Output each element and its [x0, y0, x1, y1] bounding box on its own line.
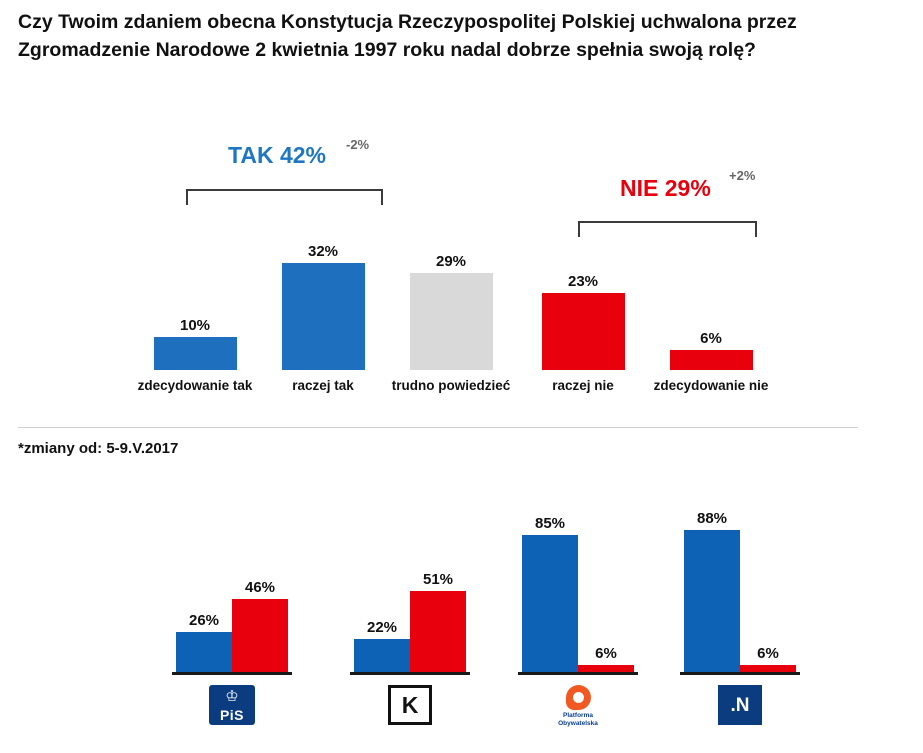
bar-value: 6% — [595, 645, 617, 663]
party-bar-tak — [522, 515, 578, 675]
bar-value: 26% — [188, 612, 220, 630]
po-logo — [550, 685, 606, 731]
po-logo-label — [550, 712, 606, 728]
party-bar-nie — [740, 645, 796, 675]
party-logo-kukiz — [330, 675, 490, 737]
kukiz-logo — [388, 685, 432, 725]
page-title: Czy Twoim zdaniem obecna Konstytucja Rzeczypospolitej Polskiej uchwalona przez Zgromadzenie Narodowe 2 kwietnia 1997 roku nadal dobrze spełnia swoją rolę? — [18, 11, 797, 61]
section-divider — [18, 427, 858, 428]
bar — [282, 263, 365, 370]
eagle-icon: ♔ — [225, 688, 239, 705]
bar — [354, 639, 410, 675]
footnote: *zmiany od: 5-9.V.2017 — [18, 440, 179, 457]
main-bar-chart — [0, 120, 923, 420]
summary-tak-delta: -2% — [346, 137, 370, 152]
bar — [542, 293, 625, 370]
bar — [410, 591, 466, 675]
summary-nie: NIE 29% — [620, 175, 711, 201]
bar-group-zdecydowanie-tak — [137, 316, 253, 393]
pis-logo-label: PiS — [219, 707, 245, 723]
po-emblem-icon — [566, 685, 591, 710]
bar-label: raczej nie — [552, 378, 614, 393]
bar-label: zdecydowanie tak — [137, 378, 253, 393]
bar-label: zdecydowanie nie — [653, 378, 769, 393]
nowoczesna-logo — [718, 685, 762, 725]
party-bar-tak — [354, 619, 410, 675]
bar-value: 22% — [366, 618, 398, 636]
pis-logo — [209, 685, 255, 725]
bar-group-raczej-tak — [268, 242, 378, 393]
bar-value: 6% — [757, 645, 779, 663]
bar-value: 23% — [567, 272, 599, 290]
party-logo-pis — [152, 675, 312, 737]
bar-group-zdecydowanie-nie — [653, 329, 769, 393]
party-bar-nie — [410, 571, 466, 675]
bar-value: 6% — [700, 329, 722, 347]
party-bar-tak — [684, 510, 740, 675]
party-bar-tak — [176, 612, 232, 675]
bar-value: 32% — [307, 242, 339, 260]
bar — [232, 599, 288, 675]
summary-tak: TAK 42% — [228, 142, 326, 168]
bar-value: 51% — [422, 570, 454, 588]
party-breakdown-chart — [0, 470, 923, 753]
bar-group-raczej-nie — [528, 272, 638, 393]
bar-value: 29% — [435, 252, 467, 270]
po-logo-line1: Platforma — [563, 712, 593, 719]
po-logo-line2: Obywatelska — [558, 720, 598, 727]
bar — [410, 273, 493, 370]
summary-nie-delta: +2% — [729, 168, 756, 183]
bar — [684, 530, 740, 675]
nowoczesna-logo-label: .N — [730, 694, 750, 716]
bar-value: 10% — [179, 316, 211, 334]
bar-value: 88% — [696, 509, 728, 527]
bar — [522, 535, 578, 675]
party-logo-nowoczesna — [660, 675, 820, 737]
party-logo-po — [498, 675, 658, 737]
kukiz-logo-label: K — [401, 691, 419, 718]
bar — [154, 337, 237, 371]
bar — [176, 632, 232, 675]
bar-group-trudno-powiedziec — [391, 252, 511, 393]
bar-value: 46% — [244, 579, 276, 597]
party-bar-nie — [232, 579, 288, 675]
bar-value: 85% — [534, 514, 566, 532]
bar-label: trudno powiedzieć — [391, 378, 511, 393]
party-bar-nie — [578, 645, 634, 675]
bar — [670, 350, 753, 370]
bar-label: raczej tak — [292, 378, 354, 393]
